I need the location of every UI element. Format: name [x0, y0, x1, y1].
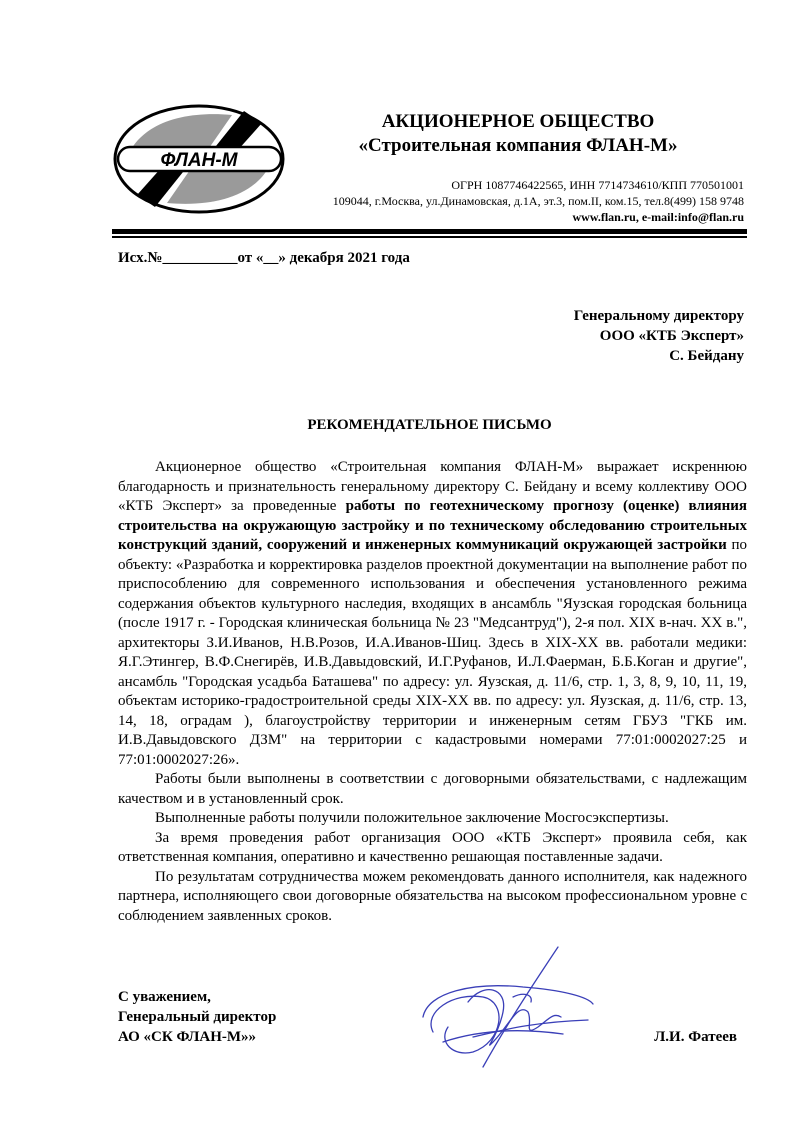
paragraph-1-bold: работы по геотехническому прогнозу (оценке) влияния строительства на окружающую застройку и по техническому обследованию строительных конструкций зданий, сооружений и инженерных коммуникаций окружающей застройки	[118, 498, 748, 553]
paragraph-3: Выполненные работы получили положительное заключение Мосгосэкспертизы.	[155, 810, 669, 826]
company-type: АКЦИОНЕРНОЕ ОБЩЕСТВО	[381, 111, 655, 132]
company-address: 109044, г.Москва, ул.Динамовская, д.1А, эт.3, пом.II, ком.15, тел.8(499) 158 9748	[332, 194, 744, 208]
outgoing-number: Исх.№__________от «__» декабря 2021 года	[118, 250, 410, 266]
addressee-position: Генеральному директору	[573, 308, 744, 324]
addressee-name: С. Бейдану	[669, 348, 744, 364]
paragraph-5: По результатам сотрудничества можем рекомендовать данного исполнителя, как надежного партнера, исполняющего свои договорные обязательства на высоком профессиональном уровне с соблюдением заявленных сроков.	[118, 868, 747, 924]
company-contacts: www.flan.ru, e-mail:info@flan.ru	[572, 210, 744, 224]
document-title: РЕКОМЕНДАТЕЛЬНОЕ ПИСЬМО	[307, 417, 552, 433]
company-logo	[112, 103, 287, 215]
letter-body	[118, 458, 747, 926]
paragraph-4: За время проведения работ организация ООО «КТБ Эксперт» проявила себя, как ответственная компания, оперативно и качественно решающая поставленные задачи.	[118, 829, 747, 865]
paragraph-2: Работы были выполнены в соответствии с договорными обязательствами, с надлежащим качеством и в установленный срок.	[118, 771, 747, 807]
logo-text: ФЛАН-М	[160, 150, 238, 171]
handwritten-signature	[413, 942, 603, 1077]
company-name: «Строительная компания ФЛАН-М»	[358, 135, 678, 156]
paragraph-1	[118, 458, 747, 770]
signer-company: АО «СК ФЛАН-М»»	[118, 1029, 257, 1045]
paragraph-1-end: по объекту: «Разработка и корректировка разделов проектной документации на выполнение работ по приспособлению для современного использования и обеспечения установленного режима содержания объектов культурного наследия, входящих в ансамбль "Яузская городская больница (после 1917 г. - Городская клиническая больница № 23 "Медсантруд"), 2-я пол. XIX в-нач. XX в.", архитекторы З.И.Иванов, Н.В.Розов, И.А.Иванов-Шиц. Здесь в XIX-XX вв. работали медики: Я.Г.Этингер, В.Ф.Снегирёв, И.В.Давыдовский, И.Г.Руфанов, И.Л.Фаерман, Б.Б.Коган и другие", ансамбль "Городская усадьба Баташева" по адресу: ул. Яузская, д. 11/6, стр. 1, 3, 8, 9, 10, 11, 19, объектам историко-градостроительной среды XIX-XX вв. по адресу: ул. Яузская, д. 11/6, стр. 13, 14, 18, оградам ), благоустройству территории и инженерным сетям ГБУЗ "ГКБ им. И.В.Давыдовского ДЗМ" на территории с кадастровыми номерами 77:01:0002027:25 и 77:01:0002027:26».	[118, 537, 747, 768]
header-divider-thick	[112, 229, 747, 234]
registration-numbers: ОГРН 1087746422565, ИНН 7714734610/КПП 770501001	[451, 178, 744, 192]
closing-salutation: С уважением,	[118, 989, 211, 1005]
signer-position: Генеральный директор	[118, 1009, 277, 1025]
header-divider-thin	[112, 236, 747, 238]
addressee-company: ООО «КТБ Эксперт»	[599, 328, 744, 344]
signer-name: Л.И. Фатеев	[654, 1029, 737, 1045]
paragraph-1-start: Акционерное общество «Строительная компания ФЛАН-М» выражает искреннюю благодарность и признательность генеральному директору С. Бейдану и всему коллективу ООО «КТБ Эксперт» за проведенные	[118, 459, 747, 514]
